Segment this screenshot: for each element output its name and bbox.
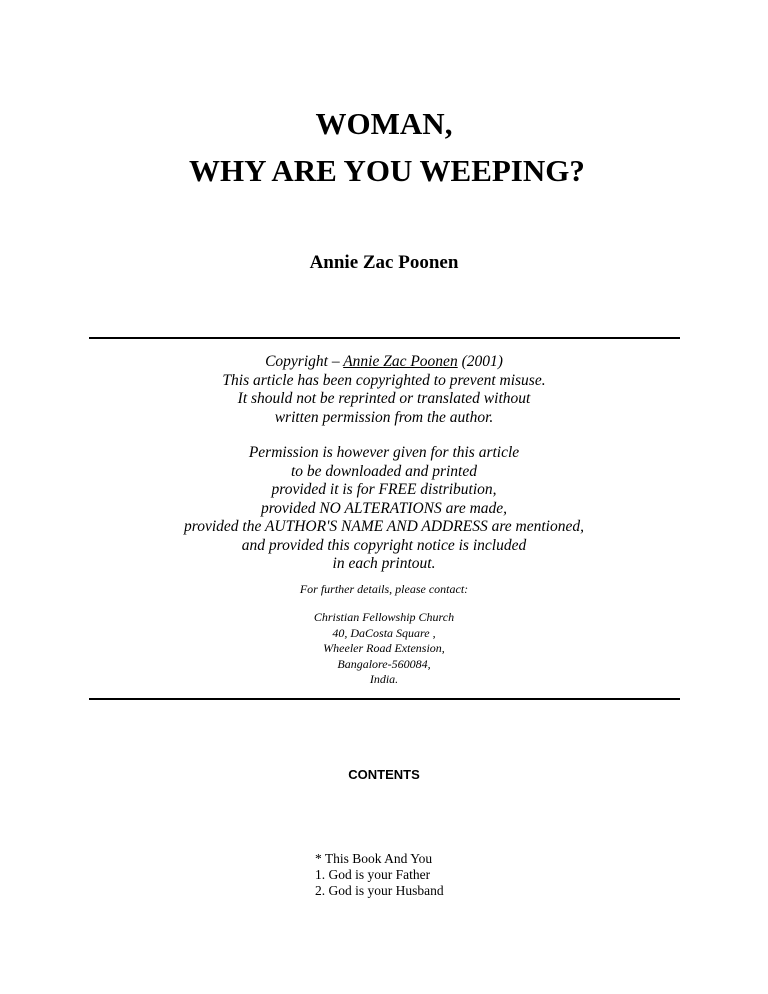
address-line: 40, DaCosta Square , [332,625,436,640]
author-name: Annie Zac Poonen [309,252,459,273]
title-line-1: WOMAN, [315,106,453,141]
bottom-divider [89,698,680,700]
permission-line: provided NO ALTERATIONS are made, [260,499,508,517]
address-line: Bangalore-560084, [337,656,431,671]
copyright-line [0,353,768,372]
contents-item[interactable]: * This Book And You [315,851,433,866]
copyright-year: (2001) [457,353,503,370]
permission-notice [0,444,768,574]
contact-intro: For further details, please contact: [299,582,469,596]
top-divider [89,337,680,339]
contact-address [0,610,768,688]
permission-line: provided it is for FREE distribution, [271,481,497,498]
title-line-2: WHY ARE YOU WEEPING? [189,153,585,188]
permission-line: Permission is however given for this article [248,444,520,461]
contents-list [315,851,444,899]
address-line: Wheeler Road Extension, [323,641,445,655]
permission-line: to be downloaded and printed [291,462,477,480]
copyright-prefix: Copyright – [265,353,344,370]
copyright-notice [0,353,768,427]
copyright-text-line: written permission from the author. [274,408,494,426]
permission-line: and provided this copyright notice is included [241,536,527,554]
permission-line: in each printout. [332,555,436,572]
copyright-author-link: Annie Zac Poonen [343,353,458,370]
address-line: Christian Fellowship Church [313,610,455,624]
copyright-text-line: It should not be reprinted or translated without [237,390,531,407]
copyright-text-line: This article has been copyrighted to prevent misuse. [222,371,546,389]
contents-heading: CONTENTS [348,767,420,782]
permission-line: provided the AUTHOR'S NAME AND ADDRESS are mentioned, [184,518,584,535]
contents-item[interactable]: 2. God is your Husband [315,883,444,898]
address-line: India. [369,672,399,686]
contents-item[interactable]: 1. God is your Father [315,867,431,882]
